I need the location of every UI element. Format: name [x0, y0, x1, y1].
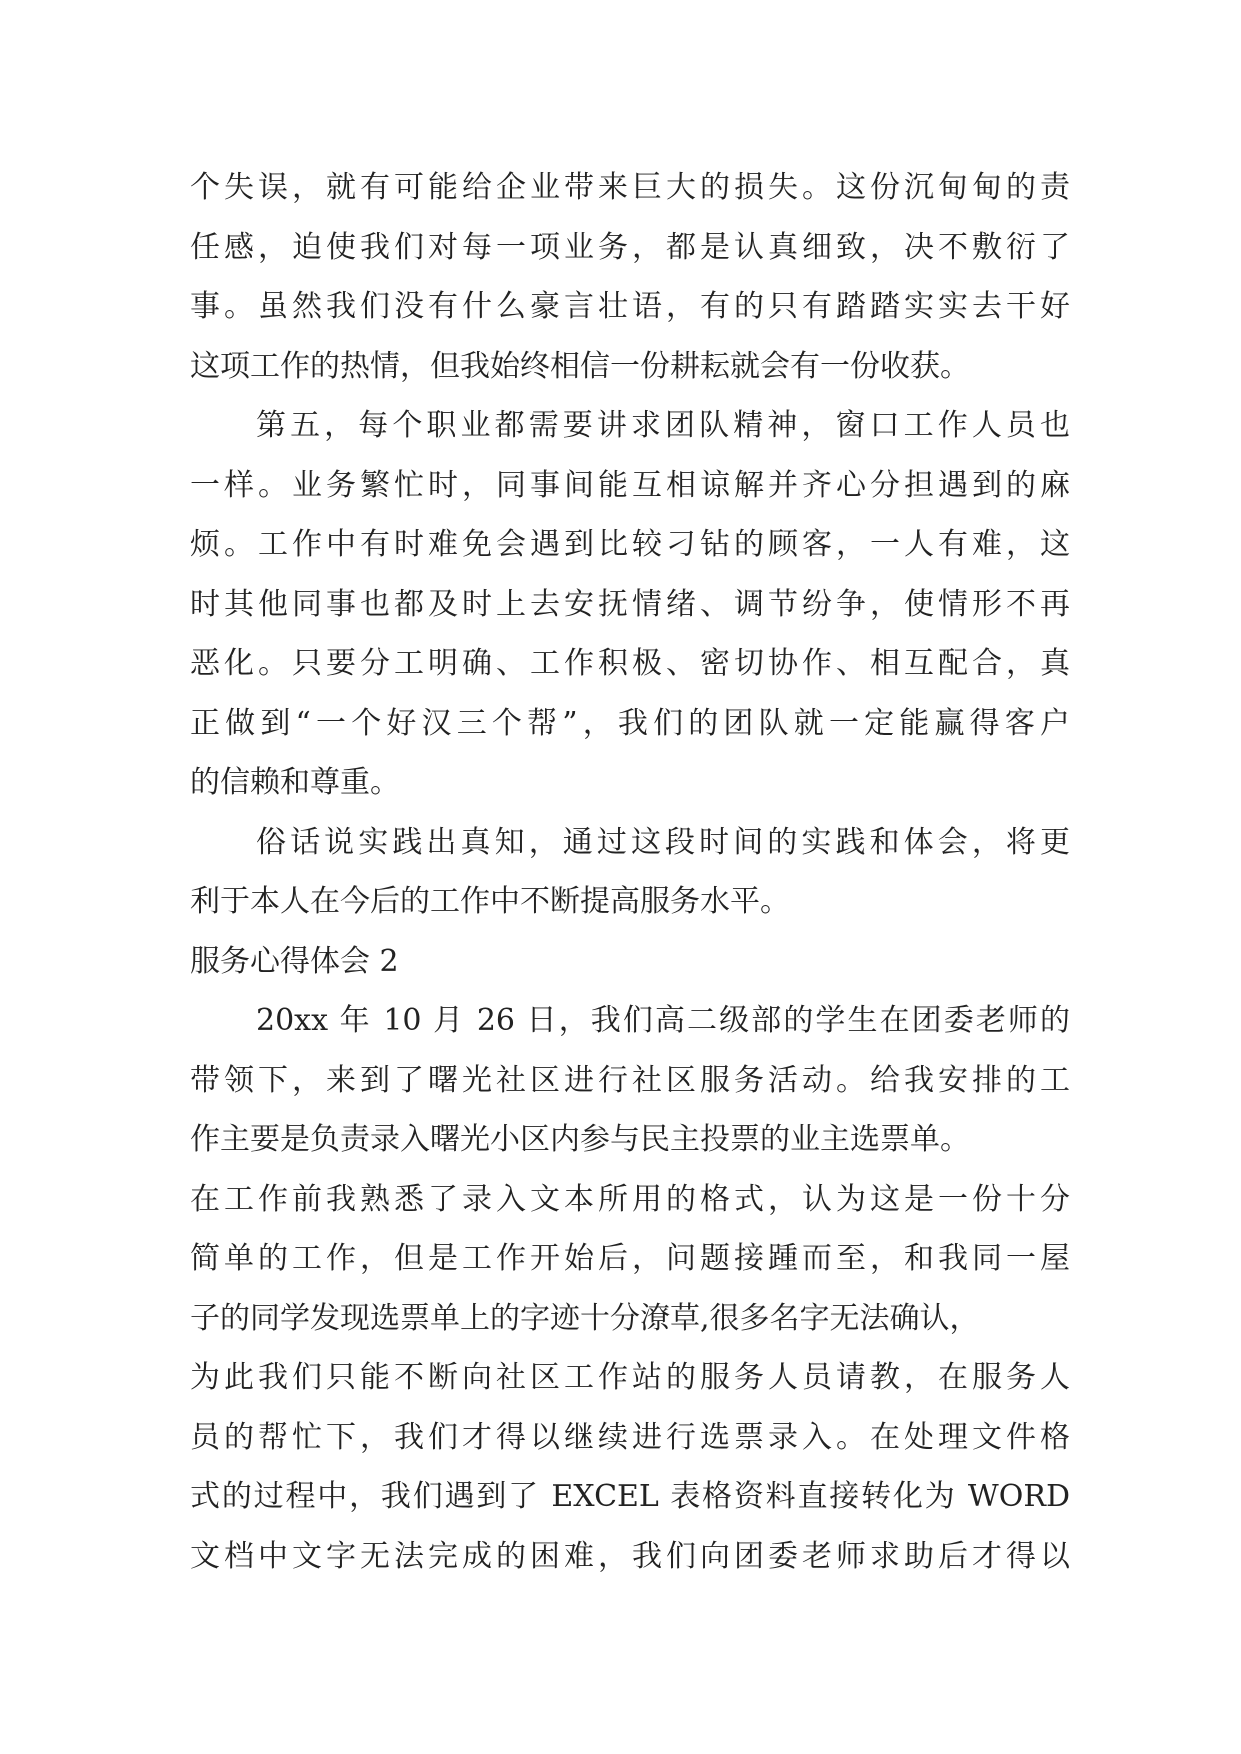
text-line: 子的同学发现选票单上的字迹十分潦草,很多名字无法确认，: [190, 1300, 980, 1336]
text-line: 简单的工作，但是工作开始后，问题接踵而至，和我同一屋: [190, 1241, 1070, 1276]
paragraph: [190, 991, 1070, 1586]
section-heading: 服务心得体会 2: [190, 943, 399, 979]
text-line: 在工作前我熟悉了录入文本所用的格式，认为这是一份十分: [190, 1181, 1070, 1217]
text-line: 带领下，来到了曙光社区进行社区服务活动。给我安排的工: [190, 1062, 1070, 1098]
paragraph: [190, 158, 1070, 396]
text-line: 员的帮忙下，我们才得以继续进行选票录入。在处理文件格: [190, 1419, 1070, 1455]
text-line: 一样。业务繁忙时，同事间能互相谅解并齐心分担遇到的麻: [190, 467, 1070, 503]
text-line: 事。虽然我们没有什么豪言壮语，有的只有踏踏实实去干好: [190, 289, 1070, 324]
text-line: 个失误，就有可能给企业带来巨大的损失。这份沉甸甸的责: [190, 170, 1070, 205]
text-line: 任感，迫使我们对每一项业务，都是认真细致，决不敷衍了: [190, 229, 1070, 265]
paragraph: [190, 396, 1070, 813]
text-line: 作主要是负责录入曙光小区内参与民主投票的业主选票单。: [190, 1122, 970, 1157]
text-line: 俗话说实践出真知，通过这段时间的实践和体会，将更: [256, 824, 1070, 860]
text-line: 这项工作的热情，但我始终相信一份耕耘就会有一份收获。: [190, 348, 970, 384]
text-line: 为此我们只能不断向社区工作站的服务人员请教，在服务人: [190, 1360, 1070, 1395]
text-line: 恶化。只要分工明确、工作积极、密切协作、相互配合，真: [190, 646, 1070, 681]
text-line: 文档中文字无法完成的困难，我们向团委老师求助后才得以: [190, 1538, 1070, 1574]
text-line: 利于本人在今后的工作中不断提高服务水平。: [190, 884, 790, 919]
text-line: 烦。工作中有时难免会遇到比较刁钻的顾客，一人有难，这: [190, 527, 1070, 562]
document-body: [190, 158, 1070, 1586]
text-line: 20xx 年 10 月 26 日，我们高二级部的学生在团委老师的: [256, 1003, 1070, 1038]
paragraph: [190, 813, 1070, 932]
text-line: 正做到“一个好汉三个帮”，我们的团队就一定能赢得客户: [190, 705, 1070, 741]
text-line: 第五，每个职业都需要讲求团队精神，窗口工作人员也: [256, 408, 1070, 443]
text-line: 的信赖和尊重。: [190, 765, 400, 800]
text-line: 时其他同事也都及时上去安抚情绪、调节纷争，使情形不再: [190, 586, 1070, 622]
text-line: 式的过程中，我们遇到了 EXCEL 表格资料直接转化为 WORD: [190, 1479, 1070, 1514]
